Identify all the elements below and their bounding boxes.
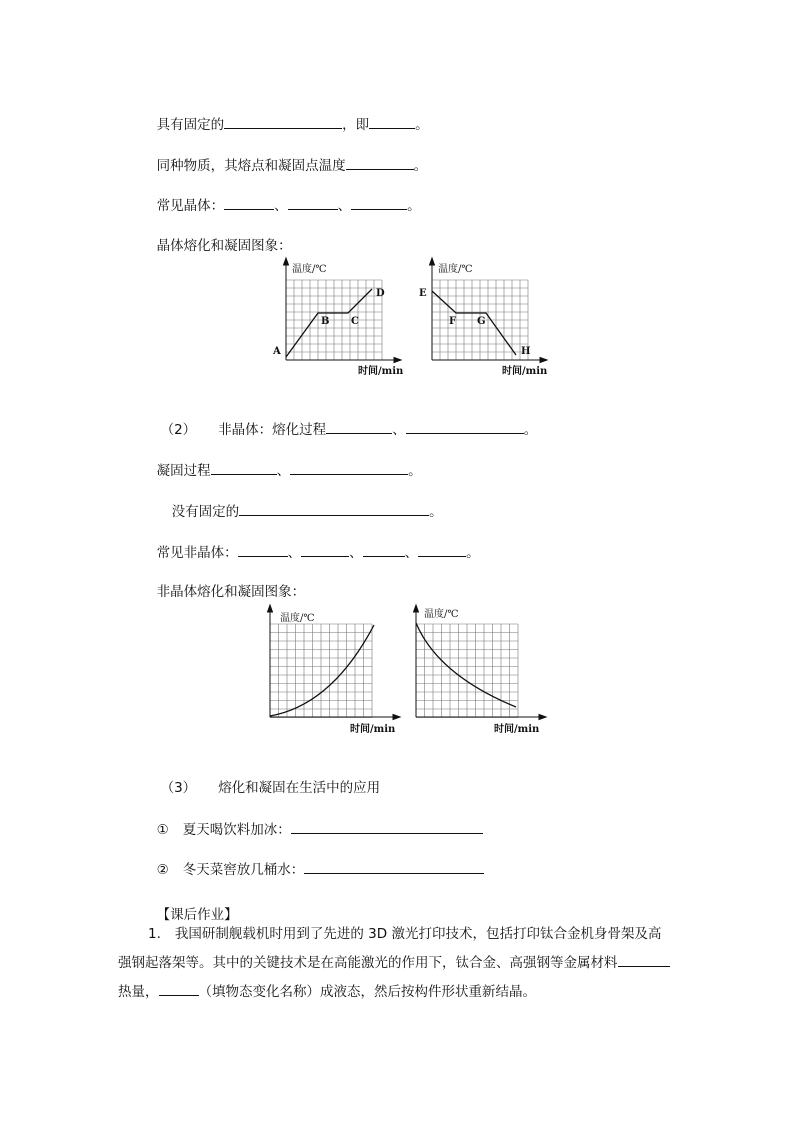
text: 强钢起落架等。其中的关键技术是在高能激光的作用下，钛合金、高强钢等金属材料 [118, 955, 618, 971]
text: 凝固过程 [156, 463, 211, 479]
text: 非晶体：熔化过程 [218, 422, 327, 438]
chart-grid [416, 624, 518, 718]
answer-blank[interactable] [363, 542, 405, 557]
text: 、 [274, 198, 288, 214]
point-label-e: E [419, 288, 427, 299]
y-axis-label: 温度/℃ [280, 613, 315, 624]
text: 非晶体熔化和凝固图象： [156, 584, 306, 600]
line-crystal-graph-heading [148, 216, 292, 256]
answer-blank[interactable] [618, 952, 670, 967]
text: 具有固定的 [156, 117, 225, 133]
text: 、 [404, 545, 419, 561]
answer-blank[interactable] [211, 460, 277, 475]
line-summer-ice [148, 799, 483, 840]
text: 晶体熔化和凝固图象： [156, 238, 292, 254]
freezing-curve [432, 291, 516, 355]
line-common-crystals [148, 175, 421, 216]
point-label-c: C [351, 316, 359, 327]
answer-blank[interactable] [224, 195, 274, 210]
text: ，即 [342, 117, 370, 133]
item-number: ① [156, 822, 169, 838]
line-winter-cellar [148, 839, 484, 880]
answer-blank[interactable] [159, 981, 199, 996]
line-noncrystal-melting [152, 399, 537, 440]
text: 、 [337, 198, 352, 214]
question-number: 1. [148, 926, 161, 942]
item-number: ② [156, 862, 169, 878]
point-label-f: F [449, 316, 457, 327]
answer-blank[interactable] [224, 114, 342, 129]
text: 。 [523, 422, 538, 438]
line-noncrystal-graph-heading [148, 562, 305, 602]
text: 、 [392, 422, 406, 438]
text: 。 [413, 158, 428, 174]
y-axis-label: 温度/℃ [292, 264, 327, 275]
text: 常见非晶体： [156, 545, 238, 561]
text: 热量， [118, 984, 159, 1000]
question-line [118, 978, 678, 1007]
point-label-b: B [321, 316, 330, 327]
x-axis-label: 时间/min [358, 366, 404, 377]
question-1 [118, 920, 678, 1007]
answer-blank[interactable] [346, 155, 414, 170]
text: （填物态变化名称）成液态，然后按构件形状重新结晶。 [198, 984, 536, 1000]
text: 同种物质，其熔点和凝固点温度 [156, 158, 346, 174]
text: 。 [429, 504, 443, 520]
crystal-freezing-chart [418, 258, 548, 378]
text: 熔化和凝固在生活中的应用 [218, 780, 381, 796]
melting-curve [270, 625, 374, 716]
noncrystal-freezing-chart [408, 605, 548, 735]
point-label-a: A [273, 346, 281, 357]
answer-blank[interactable] [239, 501, 429, 516]
text: 、 [349, 545, 363, 561]
answer-blank[interactable] [351, 195, 407, 210]
x-axis-label: 时间/min [502, 366, 548, 377]
item-number: （3） [160, 780, 197, 796]
question-line [118, 949, 678, 978]
line-common-noncrystals [148, 522, 480, 563]
text: 没有固定的 [171, 504, 240, 520]
answer-blank[interactable] [406, 419, 524, 434]
item-number: （2） [160, 422, 197, 438]
text: 。 [408, 463, 422, 479]
text: 我国研制舰载机时用到了先进的 3D 激光打印技术，包括打印钛合金机身骨架及高 [174, 926, 662, 942]
text: 。 [407, 198, 421, 214]
point-label-d: D [376, 288, 385, 299]
answer-blank[interactable] [238, 542, 288, 557]
answer-blank[interactable] [290, 460, 408, 475]
question-line [118, 920, 678, 949]
answer-blank[interactable] [291, 819, 483, 834]
answer-blank[interactable] [304, 859, 484, 874]
text: 、 [287, 545, 302, 561]
y-axis-label: 温度/℃ [424, 609, 459, 620]
homework-heading [148, 885, 238, 925]
line-fixed-melting-point [148, 94, 429, 135]
answer-blank[interactable] [418, 542, 466, 557]
line-no-fixed [163, 481, 443, 522]
text: 。 [415, 117, 429, 133]
point-label-h: H [521, 346, 531, 357]
y-axis-label: 温度/℃ [438, 264, 473, 275]
x-axis-label: 时间/min [494, 724, 540, 735]
answer-blank[interactable] [326, 419, 392, 434]
x-axis-label: 时间/min [350, 724, 396, 735]
answer-blank[interactable] [288, 195, 338, 210]
text: 冬天菜窖放几桶水： [182, 862, 305, 878]
line-noncrystal-freezing [148, 440, 422, 481]
line-same-temperature [148, 135, 427, 176]
text: 常见晶体： [156, 198, 225, 214]
text: 【课后作业】 [156, 907, 238, 923]
chart-grid [286, 280, 382, 360]
chart-axes [414, 605, 547, 720]
text: 夏天喝饮料加冰： [182, 822, 291, 838]
answer-blank[interactable] [369, 114, 415, 129]
noncrystal-melting-chart [262, 605, 402, 735]
text: 、 [276, 463, 291, 479]
chart-grid [270, 624, 372, 718]
line-applications [152, 758, 380, 798]
point-label-g: G [477, 316, 486, 327]
crystal-melting-chart [272, 258, 402, 378]
text: 。 [466, 545, 480, 561]
answer-blank[interactable] [301, 542, 349, 557]
